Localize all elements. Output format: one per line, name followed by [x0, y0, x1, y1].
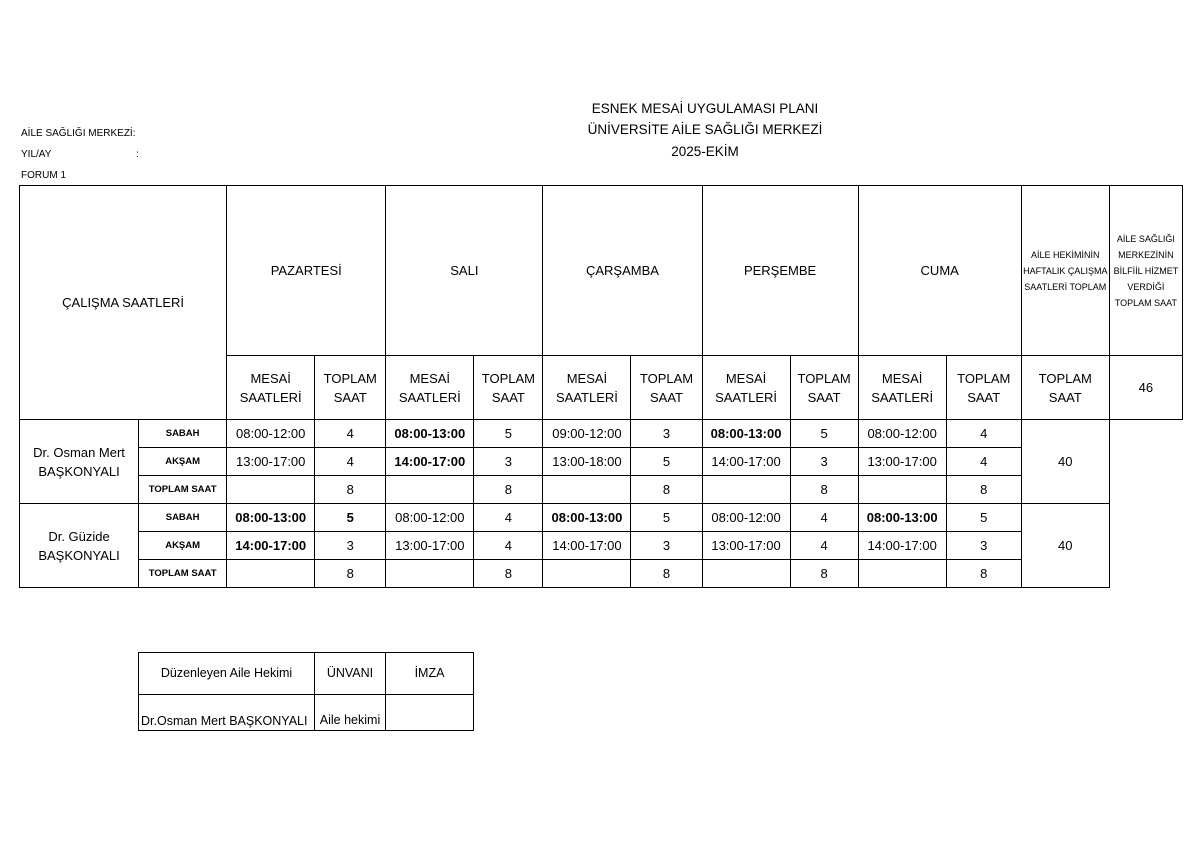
- hours-total-cell: 8: [946, 476, 1021, 504]
- form-label: FORUM 1: [21, 170, 66, 181]
- mesai-subheader: MESAİ SAATLERİ: [386, 356, 474, 420]
- time-cell: 14:00-17:00: [702, 448, 790, 476]
- mesai-subheader: MESAİ SAATLERİ: [227, 356, 315, 420]
- time-cell: 13:00-17:00: [702, 532, 790, 560]
- time-cell: 13:00-17:00: [858, 448, 946, 476]
- row-label-aksam: AKŞAM: [139, 532, 227, 560]
- time-cell: [543, 560, 631, 588]
- center-total-value: 46: [1109, 356, 1182, 420]
- hours-cell: 5: [315, 504, 386, 532]
- signature-col-title: ÜNVANI: [315, 653, 386, 695]
- period-label: 2025-EKİM: [671, 144, 739, 159]
- time-cell: [702, 560, 790, 588]
- yilay-label: YIL/AY: [21, 149, 52, 160]
- hours-total-cell: 8: [315, 476, 386, 504]
- doctor-name: Dr. Osman Mert BAŞKONYALI: [20, 420, 139, 504]
- hours-total-cell: 8: [474, 560, 543, 588]
- time-cell: 13:00-17:00: [227, 448, 315, 476]
- doctor-name: Dr. Güzide BAŞKONYALI: [20, 504, 139, 588]
- hours-total-cell: 8: [315, 560, 386, 588]
- time-cell: [386, 560, 474, 588]
- doctor-weekly-total: 40: [1021, 504, 1109, 588]
- signature-field: [386, 695, 474, 731]
- time-cell: 08:00-12:00: [858, 420, 946, 448]
- hours-cell: 4: [946, 420, 1021, 448]
- corner-header: ÇALIŞMA SAATLERİ: [20, 186, 227, 420]
- time-cell: 08:00-13:00: [543, 504, 631, 532]
- time-cell: 08:00-12:00: [702, 504, 790, 532]
- time-cell: 08:00-13:00: [858, 504, 946, 532]
- weekly-total-header: AİLE HEKİMİNİN HAFTALIK ÇALIŞMA SAATLERİ TOPLAM: [1021, 186, 1109, 356]
- hours-cell: 4: [790, 504, 858, 532]
- hours-cell: 5: [946, 504, 1021, 532]
- hours-total-cell: 8: [790, 560, 858, 588]
- hours-cell: 5: [790, 420, 858, 448]
- hours-cell: 4: [474, 532, 543, 560]
- hours-cell: 3: [315, 532, 386, 560]
- signature-col-doctor: Düzenleyen Aile Hekimi: [139, 653, 315, 695]
- mesai-subheader: MESAİ SAATLERİ: [543, 356, 631, 420]
- time-cell: 14:00-17:00: [386, 448, 474, 476]
- hours-cell: 4: [474, 504, 543, 532]
- hours-cell: 3: [790, 448, 858, 476]
- mesai-subheader: MESAİ SAATLERİ: [702, 356, 790, 420]
- doctor-weekly-total: 40: [1021, 420, 1109, 504]
- time-cell: [702, 476, 790, 504]
- day-header: PAZARTESİ: [227, 186, 386, 356]
- row-label-sabah: SABAH: [139, 504, 227, 532]
- time-cell: 08:00-12:00: [227, 420, 315, 448]
- time-cell: 09:00-12:00: [543, 420, 631, 448]
- hours-cell: 4: [790, 532, 858, 560]
- time-cell: [543, 476, 631, 504]
- hours-cell: 3: [946, 532, 1021, 560]
- hours-total-cell: 8: [474, 476, 543, 504]
- hours-cell: 4: [315, 420, 386, 448]
- plan-title: ESNEK MESAİ UYGULAMASI PLANI: [591, 101, 819, 116]
- hours-cell: 5: [474, 420, 543, 448]
- signature-doctor-name: Dr.Osman Mert BAŞKONYALI: [139, 695, 315, 731]
- hours-total-cell: 8: [946, 560, 1021, 588]
- row-label-sabah: SABAH: [139, 420, 227, 448]
- hours-cell: 3: [474, 448, 543, 476]
- asm-label: AİLE SAĞLIĞI MERKEZİ:: [21, 128, 136, 139]
- hours-cell: 3: [631, 532, 702, 560]
- schedule-row-aksam: [20, 448, 1183, 476]
- row-label-toplam: TOPLAM SAAT: [139, 476, 227, 504]
- weekly-total-subheader: TOPLAM SAAT: [1021, 356, 1109, 420]
- time-cell: 13:00-17:00: [386, 532, 474, 560]
- hours-total-cell: 8: [790, 476, 858, 504]
- schedule-row-toplam: [20, 560, 1183, 588]
- time-cell: 08:00-13:00: [386, 420, 474, 448]
- yilay-colon: :: [136, 149, 139, 160]
- time-cell: 08:00-13:00: [702, 420, 790, 448]
- toplam-subheader: TOPLAM SAAT: [315, 356, 386, 420]
- schedule-row-sabah: [20, 420, 1183, 448]
- schedule-row-toplam: [20, 476, 1183, 504]
- row-label-aksam: AKŞAM: [139, 448, 227, 476]
- row-label-toplam: TOPLAM SAAT: [139, 560, 227, 588]
- mesai-subheader: MESAİ SAATLERİ: [858, 356, 946, 420]
- hours-cell: 5: [631, 448, 702, 476]
- hours-cell: 5: [631, 504, 702, 532]
- day-header: ÇARŞAMBA: [543, 186, 702, 356]
- toplam-subheader: TOPLAM SAAT: [946, 356, 1021, 420]
- signature-table: [138, 652, 474, 731]
- toplam-subheader: TOPLAM SAAT: [474, 356, 543, 420]
- day-header: CUMA: [858, 186, 1021, 356]
- center-name: ÜNİVERSİTE AİLE SAĞLIĞI MERKEZİ: [587, 122, 823, 137]
- time-cell: 08:00-12:00: [386, 504, 474, 532]
- signature-col-sign: İMZA: [386, 653, 474, 695]
- time-cell: [386, 476, 474, 504]
- hours-total-cell: 8: [631, 476, 702, 504]
- day-header: SALI: [386, 186, 543, 356]
- time-cell: 08:00-13:00: [227, 504, 315, 532]
- hours-cell: 3: [631, 420, 702, 448]
- hours-cell: 4: [315, 448, 386, 476]
- signature-doctor-title: Aile hekimi: [315, 695, 386, 731]
- toplam-subheader: TOPLAM SAAT: [790, 356, 858, 420]
- hours-total-cell: 8: [631, 560, 702, 588]
- schedule-table: [19, 185, 1183, 588]
- time-cell: [227, 560, 315, 588]
- time-cell: [858, 476, 946, 504]
- schedule-row-sabah: [20, 504, 1183, 532]
- time-cell: 14:00-17:00: [858, 532, 946, 560]
- center-total-header: AİLE SAĞLIĞI MERKEZİNİN BİLFİİL HİZMET VERDİĞİ TOPLAM SAAT: [1109, 186, 1182, 356]
- time-cell: [858, 560, 946, 588]
- day-header: PERŞEMBE: [702, 186, 858, 356]
- time-cell: 14:00-17:00: [543, 532, 631, 560]
- toplam-subheader: TOPLAM SAAT: [631, 356, 702, 420]
- time-cell: 14:00-17:00: [227, 532, 315, 560]
- time-cell: 13:00-18:00: [543, 448, 631, 476]
- schedule-row-aksam: [20, 532, 1183, 560]
- time-cell: [227, 476, 315, 504]
- hours-cell: 4: [946, 448, 1021, 476]
